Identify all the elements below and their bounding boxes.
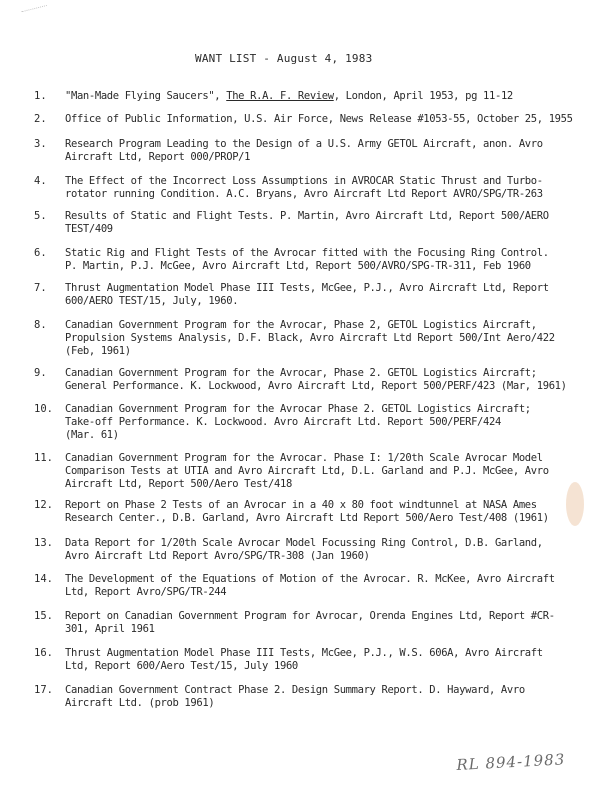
- item-text: [65, 367, 585, 393]
- item-number: 5.: [34, 210, 47, 222]
- item-text: [65, 403, 585, 442]
- text-segment: (Feb, 1961): [65, 345, 131, 357]
- text-segment: 600/AERO TEST/15, July, 1960.: [65, 295, 239, 307]
- item-number: 13.: [34, 537, 53, 549]
- item-number: 4.: [34, 175, 47, 187]
- item-number: 3.: [34, 138, 47, 150]
- item-text-line: [65, 151, 585, 164]
- item-text-line: [65, 210, 585, 223]
- item-text-line: [65, 416, 585, 429]
- item-text-line: [65, 332, 585, 345]
- item-number: 14.: [34, 573, 53, 585]
- item-text-line: [65, 499, 585, 512]
- item-text-line: [65, 380, 585, 393]
- item-text-line: [65, 282, 585, 295]
- item-text: [65, 452, 585, 491]
- item-text: [65, 90, 585, 103]
- text-segment: Canadian Government Program for the Avrocar. Phase I: 1/20th Scale Avrocar Model: [65, 452, 543, 464]
- paper-stain: [566, 482, 584, 526]
- item-text-line: [65, 660, 585, 673]
- item-number: 2.: [34, 113, 47, 125]
- item-text-line: [65, 113, 585, 126]
- text-segment: Aircraft Ltd, Report 000/PROP/1: [65, 151, 251, 163]
- item-text-line: [65, 175, 585, 188]
- item-text-line: [65, 138, 585, 151]
- handwritten-note: RL 894-1983: [456, 750, 566, 774]
- item-text: [65, 319, 585, 358]
- item-text-line: [65, 586, 585, 599]
- text-segment: Report on Phase 2 Tests of an Avrocar in a 40 x 80 foot windtunnel at NASA Ames: [65, 499, 537, 511]
- text-segment: Take-off Performance. K. Lockwood. Avro Aircraft Ltd. Report 500/PERF/424: [65, 416, 501, 428]
- item-text-line: [65, 90, 585, 103]
- text-segment: (Mar. 61): [65, 429, 119, 441]
- item-number: 10.: [34, 403, 53, 415]
- item-number: 12.: [34, 499, 53, 511]
- item-number: 1.: [34, 90, 47, 102]
- underlined-title: The R.A. F. Review: [226, 90, 334, 102]
- item-text: [65, 247, 585, 273]
- text-segment: Canadian Government Program for the Avrocar, Phase 2, GETOL Logistics Aircraft,: [65, 319, 537, 331]
- text-segment: , London, April 1953, pg 11-12: [333, 90, 513, 102]
- item-text-line: [65, 573, 585, 586]
- item-text-line: [65, 295, 585, 308]
- text-segment: rotator running Condition. A.C. Bryans, Avro Aircraft Ltd Report AVRO/SPG/TR-263: [65, 188, 543, 200]
- item-text: [65, 573, 585, 599]
- item-text-line: [65, 367, 585, 380]
- text-segment: Thrust Augmentation Model Phase III Tests, McGee, P.J., Avro Aircraft Ltd, Report: [65, 282, 549, 294]
- text-segment: Canadian Government Program for the Avrocar Phase 2. GETOL Logistics Aircraft;: [65, 403, 531, 415]
- item-text-line: [65, 684, 585, 697]
- item-text: [65, 610, 585, 636]
- text-segment: "Man-Made Flying Saucers",: [65, 90, 227, 102]
- item-text-line: [65, 403, 585, 416]
- item-text-line: [65, 465, 585, 478]
- text-segment: Results of Static and Flight Tests. P. Martin, Avro Aircraft Ltd, Report 500/AERO: [65, 210, 549, 222]
- item-text-line: [65, 452, 585, 465]
- item-number: 15.: [34, 610, 53, 622]
- text-segment: Ltd, Report 600/Aero Test/15, July 1960: [65, 660, 298, 672]
- item-text: [65, 175, 585, 201]
- text-segment: Aircraft Ltd, Report 500/Aero Test/418: [65, 478, 292, 490]
- item-text: [65, 113, 585, 126]
- text-segment: Report on Canadian Government Program for Avrocar, Orenda Engines Ltd, Report #CR-: [65, 610, 555, 622]
- item-number: 6.: [34, 247, 47, 259]
- text-segment: Ltd, Report Avro/SPG/TR-244: [65, 586, 227, 598]
- item-text-line: [65, 223, 585, 236]
- item-text: [65, 138, 585, 164]
- item-text-line: [65, 697, 585, 710]
- item-text: [65, 210, 585, 236]
- text-segment: The Development of the Equations of Motion of the Avrocar. R. McKee, Avro Aircraft: [65, 573, 555, 585]
- text-segment: Aircraft Ltd. (prob 1961): [65, 697, 215, 709]
- item-text-line: [65, 260, 585, 273]
- text-segment: 301, April 1961: [65, 623, 155, 635]
- item-number: 17.: [34, 684, 53, 696]
- text-segment: Data Report for 1/20th Scale Avrocar Model Focussing Ring Control, D.B. Garland,: [65, 537, 543, 549]
- item-text-line: [65, 247, 585, 260]
- item-number: 16.: [34, 647, 53, 659]
- text-segment: Research Program Leading to the Design of a U.S. Army GETOL Aircraft, anon. Avro: [65, 138, 543, 150]
- item-text: [65, 499, 585, 525]
- item-text: [65, 537, 585, 563]
- item-number: 11.: [34, 452, 53, 464]
- item-text-line: [65, 345, 585, 358]
- item-text-line: [65, 550, 585, 563]
- item-text: [65, 647, 585, 673]
- item-text-line: [65, 610, 585, 623]
- item-text-line: [65, 623, 585, 636]
- text-segment: TEST/409: [65, 223, 113, 235]
- text-segment: Thrust Augmentation Model Phase III Tests, McGee, P.J., W.S. 606A, Avro Aircraft: [65, 647, 543, 659]
- item-text-line: [65, 512, 585, 525]
- text-segment: Static Rig and Flight Tests of the Avrocar fitted with the Focusing Ring Control.: [65, 247, 549, 259]
- text-segment: P. Martin, P.J. McGee, Avro Aircraft Ltd, Report 500/AVRO/SPG-TR-311, Feb 1960: [65, 260, 531, 272]
- item-text: [65, 684, 585, 710]
- text-segment: The Effect of the Incorrect Loss Assumptions in AVROCAR Static Thrust and Turbo-: [65, 175, 543, 187]
- item-text-line: [65, 647, 585, 660]
- item-number: 8.: [34, 319, 47, 331]
- item-text-line: [65, 537, 585, 550]
- item-text-line: [65, 188, 585, 201]
- text-segment: Research Center., D.B. Garland, Avro Aircraft Ltd Report 500/Aero Test/408 (1961): [65, 512, 549, 524]
- text-segment: Comparison Tests at UTIA and Avro Aircraft Ltd, D.L. Garland and P.J. McGee, Avro: [65, 465, 549, 477]
- text-segment: Propulsion Systems Analysis, D.F. Black, Avro Aircraft Ltd Report 500/Int Aero/422: [65, 332, 555, 344]
- item-text-line: [65, 478, 585, 491]
- text-segment: Canadian Government Program for the Avrocar, Phase 2. GETOL Logistics Aircraft;: [65, 367, 537, 379]
- text-segment: Avro Aircraft Ltd Report Avro/SPG/TR-308 (Jan 1960): [65, 550, 370, 562]
- item-text-line: [65, 429, 585, 442]
- item-number: 7.: [34, 282, 47, 294]
- text-segment: Canadian Government Contract Phase 2. Design Summary Report. D. Hayward, Avro: [65, 684, 525, 696]
- item-text: [65, 282, 585, 308]
- page-title: WANT LIST - August 4, 1983: [195, 52, 373, 65]
- item-number: 9.: [34, 367, 47, 379]
- item-text-line: [65, 319, 585, 332]
- text-segment: Office of Public Information, U.S. Air Force, News Release #1053-55, October 25, 1955: [65, 113, 573, 125]
- text-segment: General Performance. K. Lockwood, Avro Aircraft Ltd, Report 500/PERF/423 (Mar, 1961): [65, 380, 567, 392]
